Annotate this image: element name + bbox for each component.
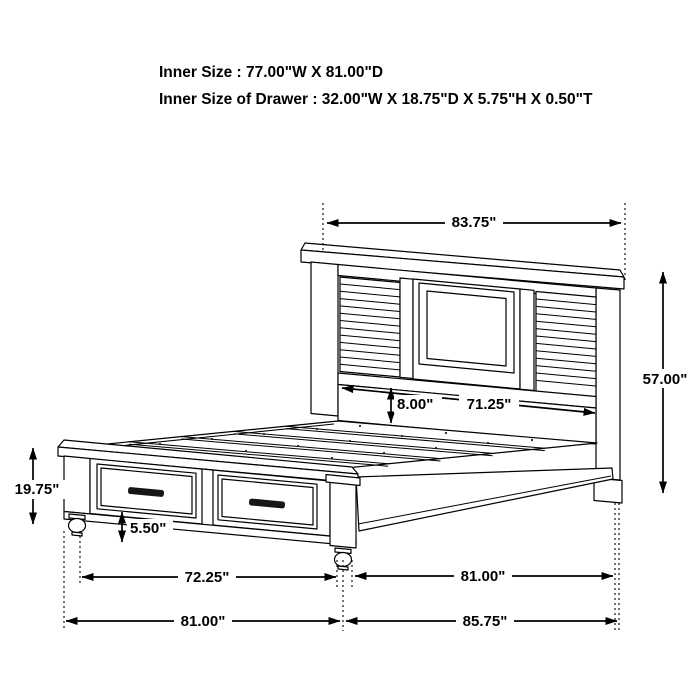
dim-side-rail-span: [355, 566, 613, 585]
headboard-mid-stile-left: [400, 278, 413, 379]
dim-overall-front-width: [66, 611, 340, 630]
dim-label: 8.00": [397, 396, 434, 413]
headboard-mid-stile-right: [520, 289, 534, 391]
dim-label: 57.00": [642, 371, 688, 388]
dim-label: 85.75": [462, 613, 508, 630]
bun-foot-left: [69, 514, 86, 536]
dim-headboard-width: [327, 212, 621, 231]
dim-overall-side-length: [346, 611, 617, 630]
dim-label: 83.75": [451, 214, 497, 231]
dim-label: 81.00": [180, 613, 226, 630]
dim-footboard-height: [8, 448, 66, 524]
footboard-left-post: [64, 456, 90, 514]
dim-label: 5.50": [130, 520, 167, 537]
drawer-inner-size-text: Inner Size of Drawer : 32.00"W X 18.75"D X 5.75"H X 0.50"T: [159, 91, 593, 108]
footboard-center-stile: [202, 469, 213, 526]
dim-label: 81.00": [460, 568, 506, 585]
footboard-right-post: [330, 479, 356, 548]
dim-footboard-front-width: [82, 567, 336, 586]
inner-size-text: Inner Size : 77.00"W X 81.00"D: [159, 64, 384, 81]
dim-label: 19.75": [14, 481, 60, 498]
side-rail: [356, 468, 613, 531]
headboard-left-stile: [311, 262, 338, 416]
headboard-right-stile: [596, 288, 620, 480]
dim-label: 71.25": [466, 396, 512, 413]
mirror-frame-inner: [427, 291, 506, 366]
dim-label: 72.25": [184, 569, 230, 586]
dim-bed-height: [636, 272, 694, 493]
